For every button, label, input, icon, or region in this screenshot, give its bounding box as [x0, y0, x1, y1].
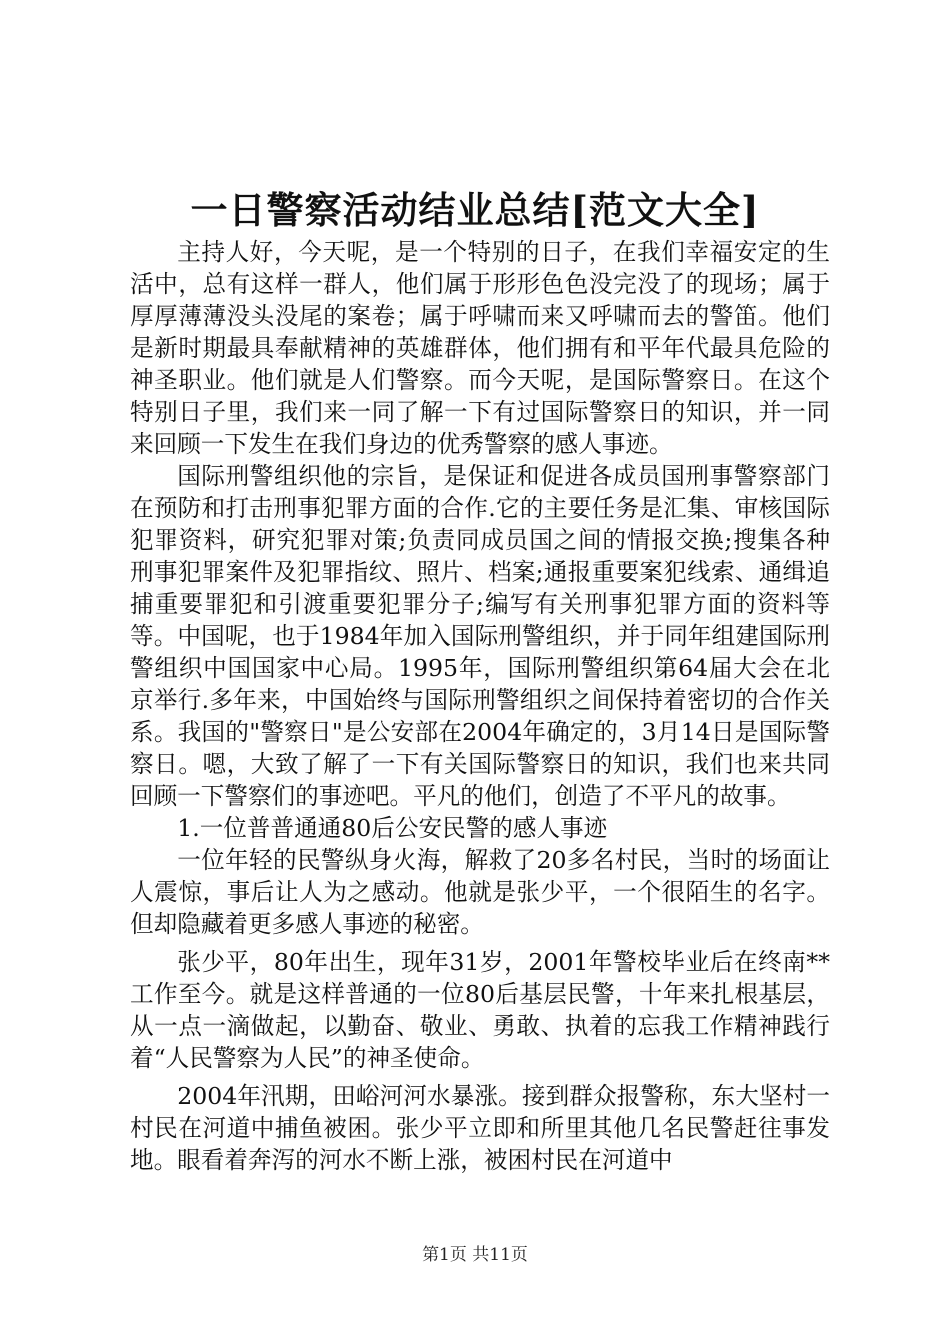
document-body: [130, 236, 830, 1176]
paragraph-flood-2004: 2004年汛期，田峪河河水暴涨。接到群众报警称，东大坚村一村民在河道中捕鱼被困。张少平立即和所里其他几名民警赶往事发地。眼看着奔泻的河水不断上涨，被困村民在河道中: [130, 1082, 830, 1174]
section-heading-1: 1.一位普普通通80后公安民警的感人事迹: [177, 814, 608, 842]
document-title: 一日警察活动结业总结[范文大全]: [190, 188, 760, 232]
paragraph-fire-rescue: 一位年轻的民警纵身火海，解救了20多名村民，当时的场面让人震惊，事后让人为之感动。他就是张少平，一个很陌生的名字。但却隐藏着更多感人事迹的秘密。: [130, 846, 830, 938]
paragraph-zhang-profile: 张少平，80年出生，现年31岁，2001年警校毕业后在终南**工作至今。就是这样普通的一位80后基层民警，十年来扎根基层，从一点一滴做起，以勤奋、敬业、勇敢、执着的忘我工作精神践行着“人民警察为人民”的神圣使命。: [130, 948, 830, 1072]
page-number: 第1页 共11页: [422, 1245, 528, 1265]
paragraph-interpol: 国际刑警组织他的宗旨，是保证和促进各成员国刑事警察部门在预防和打击刑事犯罪方面的合作.它的主要任务是汇集、审核国际犯罪资料，研究犯罪对策;负责同成员国之间的情报交换;搜集各种刑事犯罪案件及犯罪指纹、照片、档案;通报重要案犯线索、通缉追捕重要罪犯和引渡重要犯罪分子;编写有关刑事犯罪方面的资料等等。中国呢，也于1984年加入国际刑警组织，并于同年组建国际刑警组织中国国家中心局。1995年，国际刑警组织第64届大会在北京举行.多年来，中国始终与国际刑警组织之间保持着密切的合作关系。我国的"警察日"是公安部在2004年确定的，3月14日是国际警察日。嗯，大致了解了一下有关国际警察日的知识，我们也来共同回顾一下警察们的事迹吧。平凡的他们，创造了不平凡的故事。: [130, 462, 830, 810]
paragraph-intro: 主持人好，今天呢，是一个特别的日子，在我们幸福安定的生活中，总有这样一群人，他们属于形形色色没完没了的现场；属于厚厚薄薄没头没尾的案卷；属于呼啸而来又呼啸而去的警笛。他们是新时期最具奉献精神的英雄群体，他们拥有和平年代最具危险的神圣职业。他们就是人们警察。而今天呢，是国际警察日。在这个特别日子里，我们来一同了解一下有过国际警察日的知识，并一同来回顾一下发生在我们身边的优秀警察的感人事迹。: [130, 238, 830, 458]
